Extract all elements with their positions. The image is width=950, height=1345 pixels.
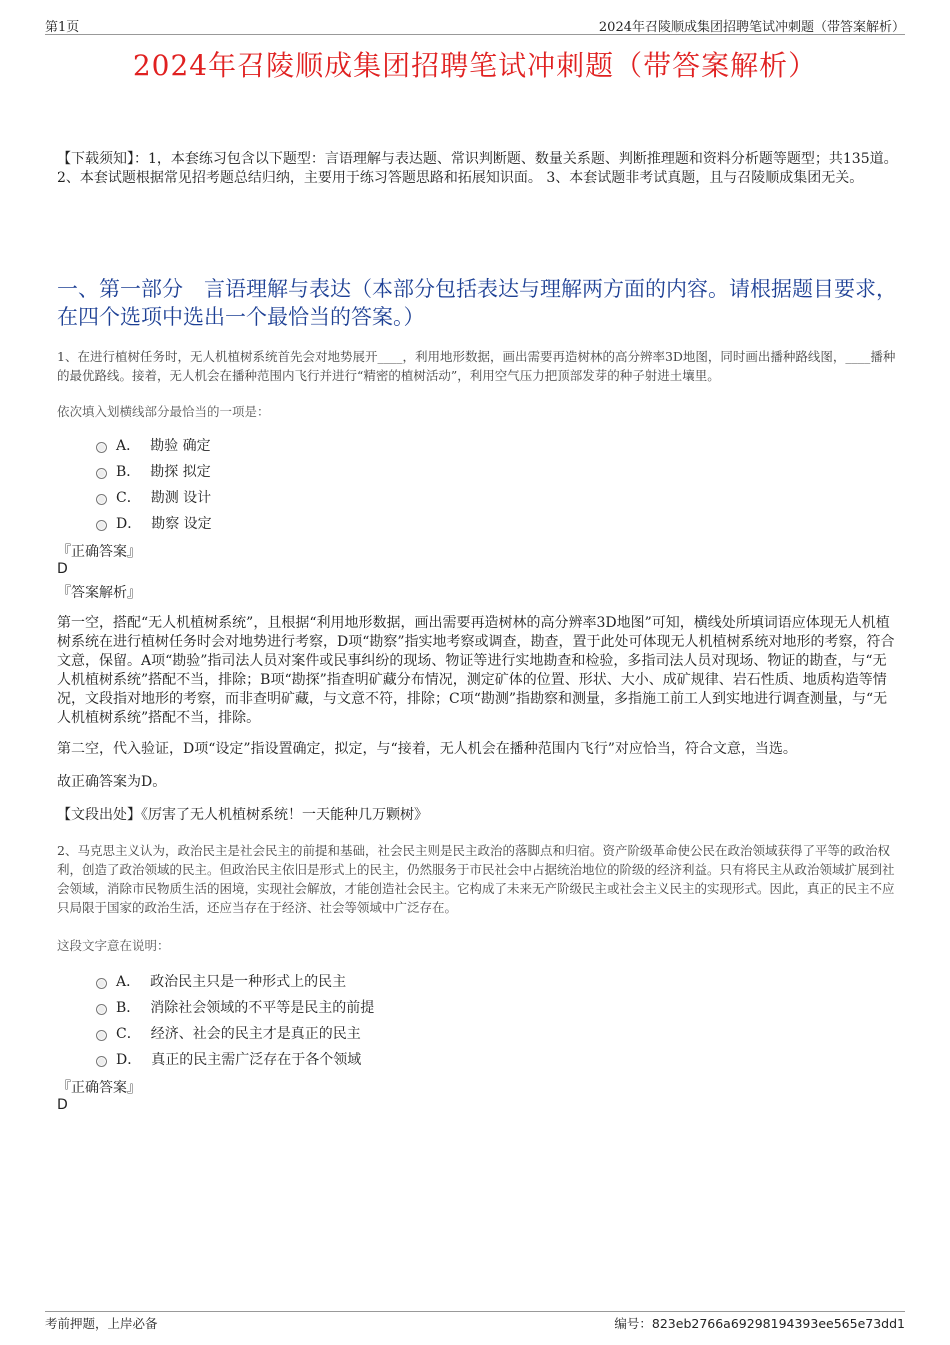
- q2-answer: D: [57, 1097, 68, 1113]
- q1-option-d[interactable]: D． 勘察 设定: [96, 510, 212, 536]
- question-2-text: 2、马克思主义认为，政治民主是社会民主的前提和基础，社会民主则是民主政治的落脚点和归宿。资产阶级革命使公民在政治领域获得了平等的政治权利，创造了政治领域的民主。但政治民主依旧是形式上的民主，仍然服务于市民社会中占据统治地位的阶级的经济利益。只有将民主从政治领域扩展到社会领域，消除市民物质生活的困境，实现社会解放，才能创造社会民主。它构成了未来无产阶级民主或社会主义民主的实现形式。因此，真正的民主不应只局限于国家的政治生活，还应当存在于经济、社会等领域中广泛存在。: [57, 843, 895, 915]
- page-title: 2024年召陵顺成集团招聘笔试冲刺题（带答案解析）: [132, 49, 818, 82]
- q1-source: 【文段出处】《厉害了无人机植树系统！一天能种几万颗树》: [57, 807, 428, 823]
- question-1-text: 1、在进行植树任务时，无人机植树系统首先会对地势展开____，利用地形数据，画出需要再造树林的高分辨率3D地图，同时画出播种路线图，____播种的最优路线。接着，无人机会在播种范围内飞行并进行“精密的植树活动”，利用空气压力把顶部发芽的种子射进土壤里。: [57, 349, 896, 383]
- radio-icon[interactable]: [96, 1004, 107, 1015]
- q2-option-c[interactable]: C． 经济、社会的民主才是真正的民主: [96, 1020, 374, 1046]
- q1-option-a[interactable]: A． 勘验 确定: [96, 432, 212, 458]
- q2-option-d[interactable]: D． 真正的民主需广泛存在于各个领域: [96, 1046, 374, 1072]
- radio-icon[interactable]: [96, 468, 107, 479]
- radio-icon[interactable]: [96, 978, 107, 989]
- q2-answer-label: 『正确答案』: [57, 1080, 141, 1096]
- q1-option-b[interactable]: B． 勘探 拟定: [96, 458, 212, 484]
- q1-option-c[interactable]: C． 勘测 设计: [96, 484, 212, 510]
- q1-answer: D: [57, 561, 68, 577]
- footer-divider: [45, 1311, 905, 1312]
- radio-icon[interactable]: [96, 520, 107, 531]
- question-2-prompt: 这段文字意在说明：: [57, 938, 170, 953]
- radio-icon[interactable]: [96, 442, 107, 453]
- header-doc-title: 2024年召陵顺成集团招聘笔试冲刺题（带答案解析）: [598, 20, 905, 35]
- header-divider: [45, 34, 905, 35]
- footer-code: [614, 1314, 905, 1332]
- q1-analysis-paragraph-1: 第一空，搭配“无人机植树系统”，且根据“利用地形数据，画出需要再造树林的高分辨率3D地图”可知，横线处所填词语应体现无人机植树系统在进行植树任务时会对地势进行考察，D项“勘察”指实地考察或调查，勘查，置于此处可体现无人机植树系统对地形的考察，符合文意，保留。A项“勘验”指司法人员对案件或民事纠纷的现场、物证等进行实地勘查和检验，多指司法人员对现场、物证的勘查，与“无人机植树系统”搭配不当，排除；B项“勘探”指查明矿藏分布情况，测定矿体的位置、形状、大小、成矿规律、岩石性质、地质构造等情况，文段指对地形的考察，而非查明矿藏，与文意不符，排除；C项“勘测”指勘察和测量，多指施工前工人到实地进行调查测量，与“无人机植树系统”搭配不当，排除。: [57, 615, 895, 726]
- question-2-options: [96, 968, 374, 1072]
- q2-option-a[interactable]: A． 政治民主只是一种形式上的民主: [96, 968, 374, 994]
- q1-analysis-label: 『答案解析』: [57, 585, 141, 601]
- section-heading: 一、第一部分 言语理解与表达（本部分包括表达与理解两方面的内容。请根据题目要求，在四个选项中选出一个最恰当的答案。）: [57, 277, 897, 329]
- footer-slogan: 考前押题，上岸必备: [45, 1316, 158, 1331]
- question-1-prompt: 依次填入划横线部分最恰当的一项是：: [57, 404, 270, 419]
- header-page-number: 第1页: [45, 20, 80, 35]
- q1-answer-label: 『正确答案』: [57, 544, 141, 560]
- q2-option-b[interactable]: B． 消除社会领域的不平等是民主的前提: [96, 994, 374, 1020]
- q1-analysis-paragraph-2: 第二空，代入验证，D项“设定”指设置确定，拟定，与“接着，无人机会在播种范围内飞行”对应恰当，符合文意，当选。: [57, 741, 797, 757]
- footer-code-value: 823eb2766a69298194393ee565e73dd1: [651, 1316, 905, 1331]
- radio-icon[interactable]: [96, 494, 107, 505]
- radio-icon[interactable]: [96, 1056, 107, 1067]
- q1-analysis-conclusion: 故正确答案为D。: [57, 774, 167, 790]
- question-1-options: [96, 432, 212, 536]
- download-notice: 【下载须知】：1，本套练习包含以下题型：言语理解与表达题、常识判断题、数量关系题、判断推理题和资料分析题等题型；共135道。 2、本套试题根据常见招考题总结归纳，主要用于练习答题思路和拓展知识面。 3、本套试题非考试真题，且与召陵顺成集团无关。: [57, 151, 898, 186]
- footer-code-label: 编号：: [614, 1316, 652, 1331]
- radio-icon[interactable]: [96, 1030, 107, 1041]
